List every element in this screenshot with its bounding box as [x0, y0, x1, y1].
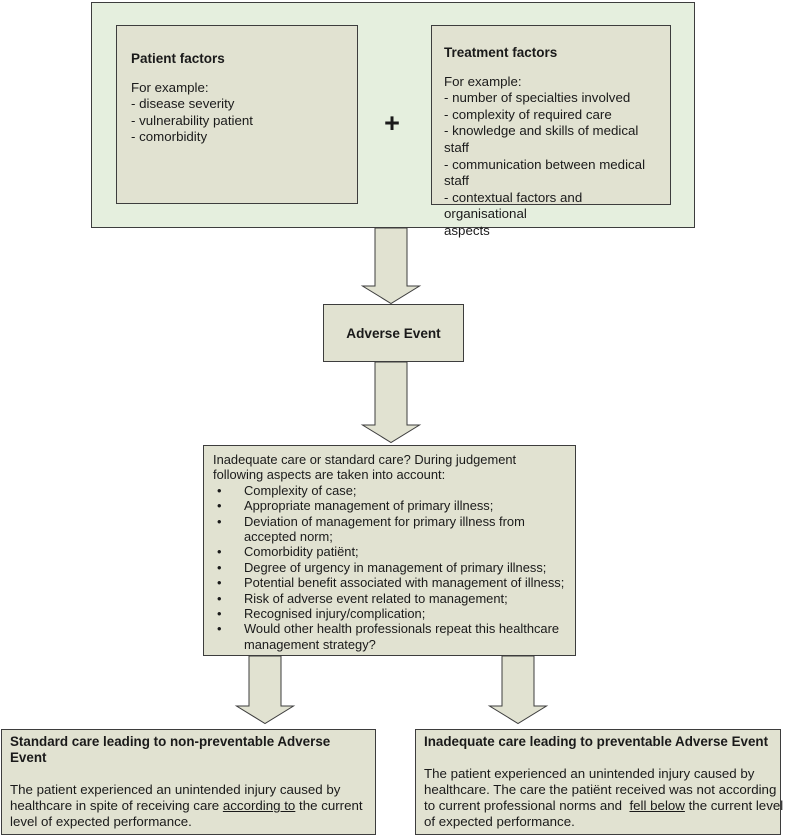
text-segment: to current professional norms and — [424, 798, 630, 814]
text-line: - number of specialties involved — [444, 90, 631, 106]
factors-container-box — [91, 2, 695, 238]
judgement-criteria-box — [203, 445, 576, 656]
bullet-item — [213, 591, 573, 606]
bullet-glyph: • — [217, 482, 222, 498]
non-preventable-outcome-body — [10, 782, 367, 830]
text-line: - contextual factors and organisational — [444, 189, 583, 222]
preventable-outcome-box — [415, 729, 784, 835]
bullet-item — [213, 575, 573, 590]
bullet-glyph: • — [217, 559, 222, 575]
bullet-text — [244, 498, 573, 513]
patient-factors-lines — [131, 80, 347, 146]
text-line — [424, 782, 777, 798]
text-line — [10, 798, 367, 814]
text-segment: the current — [295, 798, 363, 814]
bullet-item — [213, 544, 573, 559]
text-line: Appropriate management of primary illness; — [244, 498, 494, 514]
text-line — [424, 798, 784, 814]
preventable-outcome-body — [424, 766, 784, 830]
text-segment: the current level — [684, 798, 784, 814]
bullet-glyph: • — [217, 621, 222, 637]
bullet-text — [244, 483, 573, 498]
down-arrow-to-judgement — [362, 362, 420, 443]
patient-factors-title: Patient factors — [131, 51, 225, 66]
text-line: Would other health professionals repeat this healthcare — [244, 621, 560, 637]
bullet-glyph: • — [217, 590, 222, 606]
bullet-glyph: • — [217, 606, 222, 622]
arrow-shape — [363, 362, 420, 443]
text-segment: The patient experienced an unintended injury caused by — [424, 766, 755, 782]
text-line: - disease severity — [131, 96, 235, 112]
text-line: Risk of adverse event related to management; — [244, 590, 508, 606]
down-arrow-to-inadequate-care — [489, 656, 547, 724]
underlined-text: fell below — [629, 798, 685, 814]
bullet-glyph: • — [217, 544, 222, 560]
text-line: - communication between medical staff — [444, 156, 646, 189]
arrow-shape — [363, 228, 420, 304]
text-segment: healthcare in spite of receiving care — [10, 798, 223, 814]
arrow-shape — [490, 656, 547, 724]
bullet-item — [213, 621, 573, 652]
adverse-event-box — [323, 304, 464, 362]
down-arrow-to-adverse-event — [362, 228, 420, 304]
text-line — [10, 814, 367, 830]
bullet-text — [244, 544, 573, 559]
patient-factors-box — [116, 25, 358, 204]
bullet-glyph: • — [217, 575, 222, 591]
bullet-glyph: • — [217, 498, 222, 514]
adverse-event-label: Adverse Event — [346, 325, 441, 341]
bullet-text — [244, 560, 573, 575]
text-line: following aspects are taken into account: — [213, 467, 446, 483]
text-line: Complexity of case; — [244, 482, 357, 498]
text-segment: of expected performance. — [424, 814, 575, 830]
bullet-text — [244, 514, 573, 545]
text-line: - complexity of required care — [444, 106, 612, 122]
text-line: aspects — [444, 222, 490, 238]
text-line: Degree of urgency in management of primary illness; — [244, 559, 547, 575]
text-line — [424, 814, 772, 830]
bullet-item — [213, 514, 573, 545]
plus-sign: + — [384, 108, 400, 138]
bullet-item — [213, 483, 573, 498]
text-line — [424, 766, 772, 782]
text-line: accepted norm; — [244, 529, 333, 545]
non-preventable-outcome-box — [1, 729, 376, 835]
treatment-factors-box — [431, 25, 671, 238]
text-line — [10, 782, 367, 798]
text-line: - knowledge and skills of medical staff — [444, 123, 639, 155]
text-line: Inadequate care or standard care? During judgement — [213, 452, 517, 467]
bullet-text — [244, 591, 573, 606]
text-line: management strategy? — [244, 636, 376, 652]
judgement-intro — [213, 452, 573, 483]
bullet-item — [213, 606, 573, 621]
bullet-text — [244, 606, 573, 621]
bullet-glyph: • — [217, 513, 222, 529]
down-arrow-to-standard-care — [236, 656, 294, 724]
underlined-text: according to — [222, 798, 296, 814]
text-line: Deviation of management for primary illness from — [244, 513, 525, 529]
preventable-outcome-title: Inadequate care leading to preventable Adverse Event — [424, 734, 769, 749]
text-line: For example: — [131, 79, 209, 95]
bullet-item — [213, 498, 573, 513]
judgement-bullet-list — [213, 483, 573, 652]
bullet-text — [244, 621, 573, 652]
text-line: Comorbidity patiënt; — [244, 544, 359, 560]
non-preventable-outcome-title: Standard care leading to non-preventable Adverse Event — [10, 734, 331, 766]
text-line: For example: — [444, 73, 522, 89]
text-line: - vulnerability patient — [131, 112, 253, 128]
text-segment: The patient experienced an unintended injury caused by — [10, 782, 341, 798]
text-line: Recognised injury/complication; — [244, 606, 426, 622]
treatment-factors-lines — [444, 74, 664, 240]
text-line: Potential benefit associated with management of illness; — [244, 575, 565, 591]
bullet-text — [244, 575, 573, 590]
treatment-factors-title: Treatment factors — [444, 45, 558, 60]
text-segment: healthcare. The care the patiënt received was not according — [424, 782, 777, 798]
arrow-shape — [237, 656, 294, 724]
bullet-item — [213, 560, 573, 575]
text-segment: level of expected performance. — [10, 814, 192, 830]
text-line: - comorbidity — [131, 129, 208, 145]
